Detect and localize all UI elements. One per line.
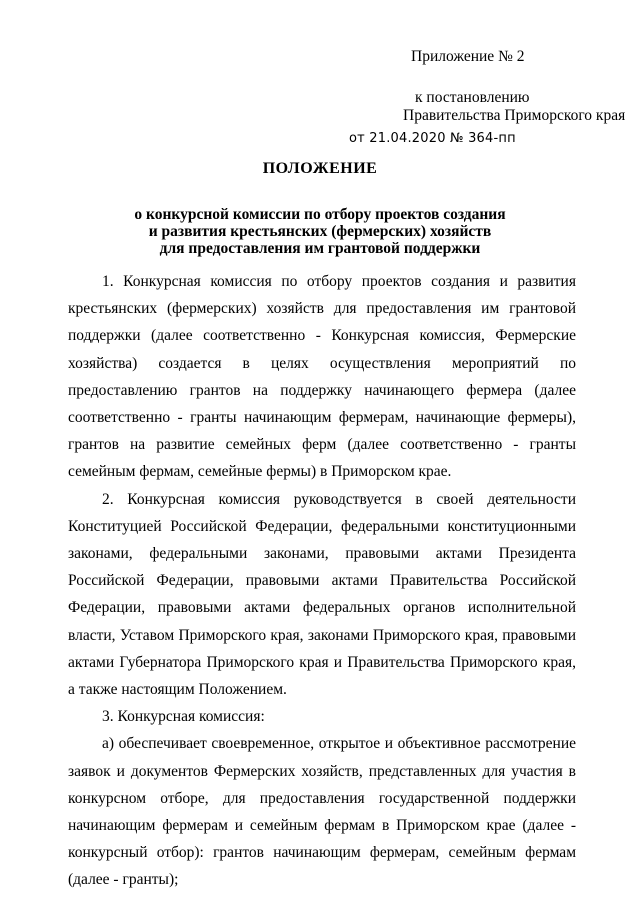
document-body xyxy=(68,268,576,894)
document-subtitle xyxy=(0,206,640,257)
attachment-date-number: от 21.04.2020 № 364-пп xyxy=(349,131,516,146)
attachment-block xyxy=(349,48,626,148)
subtitle-line-3: для предоставления им грантовой поддержки xyxy=(159,240,481,257)
paragraph-2: 2. Конкурсная комиссия руководствуется в своей деятельности Конституцией Российской Федерации, федеральными конституционными законами, федеральными законами, правовыми актами Президента Российской Федерации, правовыми актами Правительства Российской Федерации, правовыми актами федеральных органов исполнительной власти, Уставом Приморского края, законами Приморского края, правовыми актами Губернатора Приморского края и Правительства Приморского края, а также настоящим Положением. xyxy=(68,490,576,699)
subtitle-line-1: о конкурсной комиссии по отбору проектов создания xyxy=(134,206,506,223)
attachment-government: Правительства Приморского края xyxy=(403,107,626,124)
attachment-to-resolution: к постановлению xyxy=(415,89,530,106)
document-title: ПОЛОЖЕНИЕ xyxy=(262,160,378,177)
subtitle-line-2: и развития крестьянских (фермерских) хозяйств xyxy=(148,223,492,240)
attachment-number: Приложение № 2 xyxy=(411,48,525,65)
paragraph-1: 1. Конкурсная комиссия по отбору проектов создания и развития крестьянских (фермерских) хозяйств для предоставления им грантовой поддержки (далее соответственно - Конкурсная комиссия, Фермерские хозяйства) создается в целях осуществления мероприятий по предоставлению грантов на поддержку начинающего фермера (далее соответственно - гранты начинающим фермерам, начинающие фермеры), грантов на развитие семейных ферм (далее соответственно - гранты семейным фермам, семейные фермы) в Приморском крае. xyxy=(68,273,576,481)
paragraph-3a: а) обеспечивает своевременное, открытое и объективное рассмотрение заявок и документов Фермерских хозяйств, представленных для участия в конкурсном отборе, для предоставления государственной поддержки начинающим фермерам и семейным фермам в Приморском крае (далее - конкурсный отбор): грантов начинающим фермерам, семейным фермам (далее - гранты); xyxy=(68,735,576,889)
paragraph-3: 3. Конкурсная комиссия: xyxy=(102,708,265,726)
